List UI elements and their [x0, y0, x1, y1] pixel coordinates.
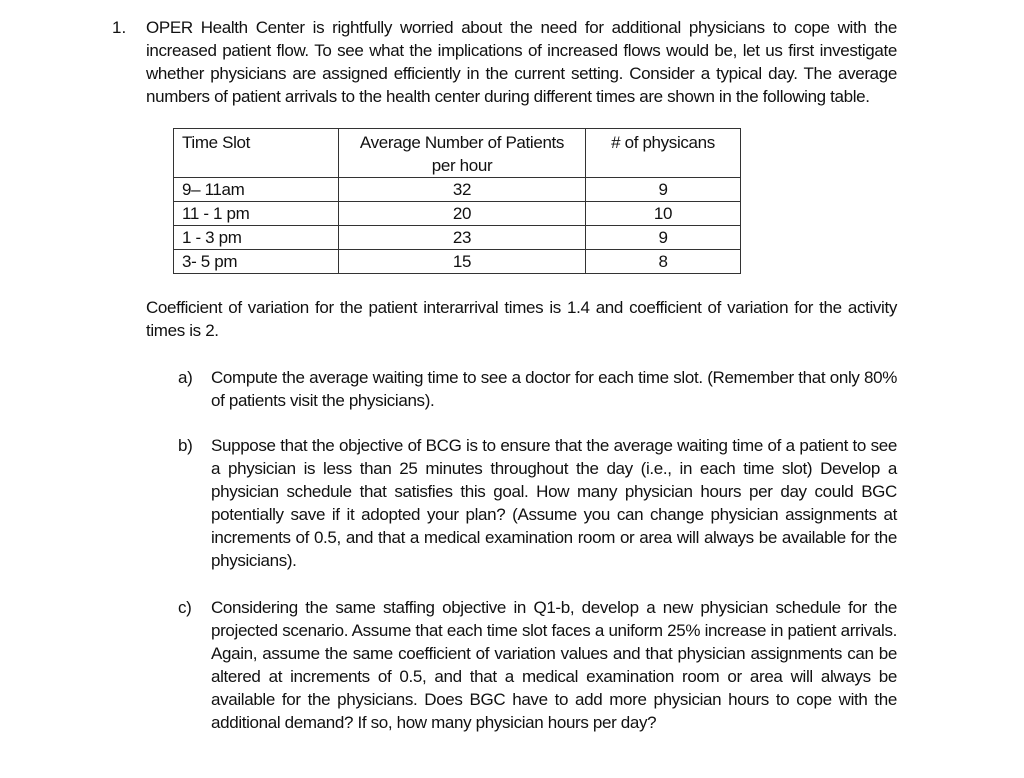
table-row — [174, 202, 741, 226]
table-row — [174, 226, 741, 250]
cell-time-slot: 1 - 3 pm — [174, 226, 339, 250]
coefficient-of-variation-text: Coefficient of variation for the patient interarrival times is 1.4 and coefficient of variation for the activity times is 2. — [146, 298, 897, 340]
header-average-patients: Average Number of Patients per hour — [339, 129, 586, 178]
table-row — [174, 178, 741, 202]
patient-arrivals-table — [173, 128, 741, 274]
header-physicians: # of physicans — [586, 129, 741, 178]
table-row — [174, 250, 741, 274]
cell-time-slot: 9– 11am — [174, 178, 339, 202]
cell-physicians: 9 — [586, 226, 741, 250]
cell-physicians: 10 — [586, 202, 741, 226]
sub-question-a — [178, 366, 897, 412]
cell-time-slot: 11 - 1 pm — [174, 202, 339, 226]
sub-question-text: Considering the same staffing objective in Q1-b, develop a new physician schedule for the projected scenario. Assume that each time slot faces a uniform 25% increase in patient arrivals. Again, assume the same coefficient of variation values and that physician assignments can be altered at increments of 0.5, and that a medical examination room or area will always be available for the physicians. Does BGC have to add more physician hours to cope with the additional demand? If so, how many physician hours per day? — [211, 598, 897, 732]
sub-question-b — [178, 434, 897, 572]
table-header-row — [174, 129, 741, 178]
sub-question-c — [178, 596, 897, 734]
sub-question-text: Suppose that the objective of BCG is to ensure that the average waiting time of a patient to see a physician is less than 25 minutes throughout the day (i.e., in each time slot) Develop a physician schedule that satisfies this goal. How many physician hours per day could BGC potentially save if it adopted your plan? (Assume you can change physician assignments at increments of 0.5, and that a medical examination room or area will always be available for the physicians). — [211, 436, 897, 570]
sub-question-label: c) — [178, 598, 192, 617]
cell-patients: 32 — [339, 178, 586, 202]
cell-physicians: 8 — [586, 250, 741, 274]
sub-question-label: b) — [178, 436, 193, 455]
cell-physicians: 9 — [586, 178, 741, 202]
header-time-slot: Time Slot — [174, 129, 339, 178]
cell-patients: 20 — [339, 202, 586, 226]
question-intro: OPER Health Center is rightfully worried about the need for additional physicians to cope with the increased patient flow. To see what the implications of increased flows would be, let us first investigate whether physicians are assigned efficiently in the current setting. Consider a typical day. The average numbers of patient arrivals to the health center during different times are shown in the following table. — [146, 18, 897, 106]
cell-time-slot: 3- 5 pm — [174, 250, 339, 274]
question-number: 1. — [112, 18, 127, 37]
cell-patients: 23 — [339, 226, 586, 250]
sub-question-label: a) — [178, 368, 193, 387]
sub-question-text: Compute the average waiting time to see a doctor for each time slot. (Remember that only 80% of patients visit the physicians). — [211, 368, 897, 410]
cell-patients: 15 — [339, 250, 586, 274]
